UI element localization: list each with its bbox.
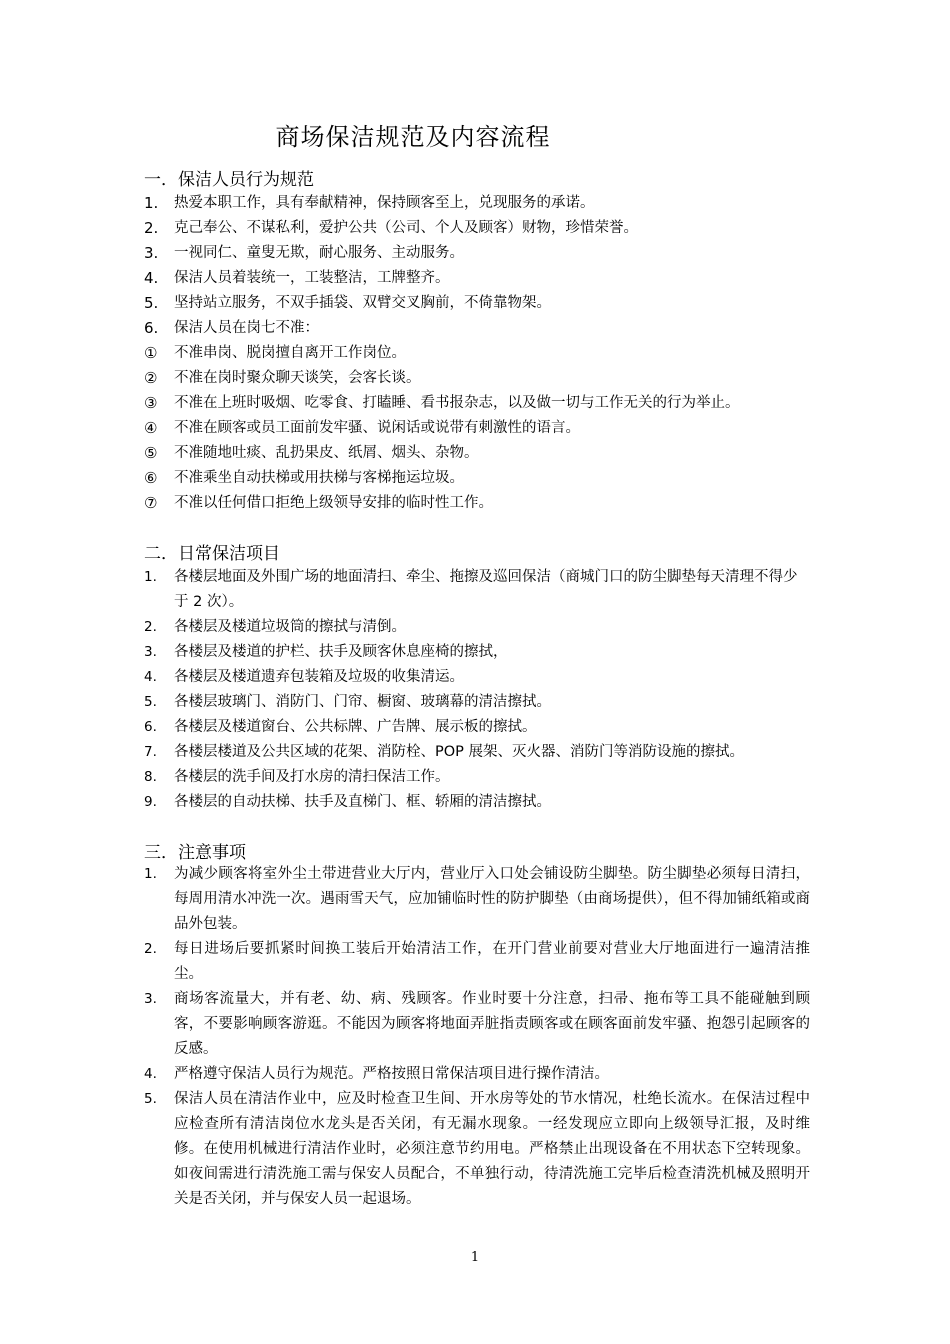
list-item (144, 291, 810, 316)
item-number: ⑦ (144, 494, 158, 512)
list-item (144, 665, 810, 690)
item-text: 各楼层及楼道的护栏、扶手及顾客休息座椅的擦拭， (174, 644, 508, 660)
list-item (144, 216, 810, 241)
item-text: 保洁人员在岗七不准： (174, 320, 319, 336)
item-text: 不准以任何借口拒绝上级领导安排的临时性工作。 (174, 495, 493, 511)
list-item (144, 266, 810, 291)
list-item (144, 366, 810, 391)
list-item (144, 790, 810, 815)
list-item (144, 615, 810, 640)
document-title: 商场保洁规范及内容流程 (275, 123, 551, 151)
list-item (144, 937, 810, 987)
item-text: 为减少顾客将室外尘土带进营业大厅内，营业厅入口处会铺设防尘脚垫。防尘脚垫必须每日清扫，每周用清水冲洗一次。遇雨雪天气，应加铺临时性的防护脚垫（由商场提供），但不得加铺纸箱或商品外包装。 (174, 866, 810, 932)
list-item (144, 1062, 810, 1087)
item-number: 2. (144, 941, 157, 957)
item-number: 8. (144, 769, 157, 785)
list-item (144, 640, 810, 665)
item-text: 保洁人员着装统一，工装整洁，工牌整齐。 (174, 270, 450, 286)
list-item (144, 565, 810, 615)
section-heading-notes: 三．注意事项 (144, 843, 246, 863)
item-text: 不准在顾客或员工面前发牢骚、说闲话或说带有刺激性的语言。 (174, 420, 580, 436)
item-text: 每日进场后要抓紧时间换工装后开始清洁工作，在开门营业前要对营业大厅地面进行一遍清洁推尘。 (174, 941, 810, 982)
item-text: 坚持站立服务，不双手插袋、双臂交叉胸前，不倚靠物架。 (174, 295, 551, 311)
item-number: ② (144, 369, 158, 387)
list-item (144, 441, 810, 466)
item-text: 各楼层楼道及公共区域的花架、消防栓、POP 展架、灭火器、消防门等消防设施的擦拭。 (174, 744, 745, 760)
item-number: 1. (144, 866, 157, 882)
item-text: 不准在上班时吸烟、吃零食、打瞌睡、看书报杂志，以及做一切与工作无关的行为举止。 (174, 395, 740, 411)
list-item (144, 241, 810, 266)
list-item (144, 1087, 810, 1212)
item-text: 各楼层的自动扶梯、扶手及直梯门、框、轿厢的清洁擦拭。 (174, 794, 551, 810)
list-item (144, 715, 810, 740)
item-text: 各楼层地面及外围广场的地面清扫、牵尘、拖擦及巡回保洁（商城门口的防尘脚垫每天清理不得少于 2 次）。 (174, 569, 798, 610)
item-number: 4. (144, 1066, 157, 1082)
item-number: ① (144, 344, 158, 362)
item-text: 不准随地吐痰、乱扔果皮、纸屑、烟头、杂物。 (174, 445, 479, 461)
item-number: 6. (144, 719, 157, 735)
list-item (144, 690, 810, 715)
item-text: 各楼层及楼道窗台、公共标牌、广告牌、展示板的擦拭。 (174, 719, 537, 735)
item-number: 2. (144, 219, 159, 237)
item-text: 保洁人员在清洁作业中，应及时检查卫生间、开水房等处的节水情况，杜绝长流水。在保洁过程中应检查所有清洁岗位水龙头是否关闭，有无漏水现象。一经发现应立即向上级领导汇报，及时维修。在使用机械进行清洁作业时，必须注意节约用电。严格禁止出现设备在不用状态下空转现象。如夜间需进行清洗施工需与保安人员配合，不单独行动，待清洗施工完毕后检查清洗机械及照明开关是否关闭，并与保安人员一起退场。 (174, 1091, 810, 1207)
item-text: 不准在岗时聚众聊天谈笑，会客长谈。 (174, 370, 421, 386)
item-text: 各楼层的洗手间及打水房的清扫保洁工作。 (174, 769, 450, 785)
item-number: ⑤ (144, 444, 158, 462)
item-number: 4. (144, 269, 159, 287)
list-item (144, 862, 810, 937)
item-text: 商场客流量大，并有老、幼、病、残顾客。作业时要十分注意，扫帚、拖布等工具不能碰触到顾客，不要影响顾客游逛。不能因为顾客将地面弄脏指责顾客或在顾客面前发牢骚、抱怨引起顾客的反感。 (174, 991, 810, 1057)
item-number: 3. (144, 991, 157, 1007)
list-item (144, 341, 810, 366)
item-text: 一视同仁、童叟无欺，耐心服务、主动服务。 (174, 245, 464, 261)
item-number: 5. (144, 294, 159, 312)
list-item (144, 316, 810, 341)
item-text: 克己奉公、不谋私利，爱护公共（公司、个人及顾客）财物，珍惜荣誉。 (174, 220, 638, 236)
list-item (144, 491, 810, 516)
list-item (144, 191, 810, 216)
section-heading-conduct: 一．保洁人员行为规范 (144, 170, 314, 190)
item-number: ③ (144, 394, 158, 412)
item-text: 热爱本职工作，具有奉献精神，保持顾客至上，兑现服务的承诺。 (174, 195, 595, 211)
item-text: 各楼层及楼道遗弃包装箱及垃圾的收集清运。 (174, 669, 464, 685)
list-item (144, 466, 810, 491)
item-number: 1. (144, 194, 159, 212)
notes-list (144, 862, 810, 1212)
item-number: ⑥ (144, 469, 158, 487)
list-item (144, 391, 810, 416)
item-number: 1. (144, 569, 157, 585)
item-number: ④ (144, 419, 158, 437)
item-number: 2. (144, 619, 157, 635)
item-number: 7. (144, 744, 157, 760)
item-text: 不准乘坐自动扶梯或用扶梯与客梯拖运垃圾。 (174, 470, 464, 486)
item-text: 各楼层玻璃门、消防门、门帘、橱窗、玻璃幕的清洁擦拭。 (174, 694, 551, 710)
section-heading-daily-cleaning: 二．日常保洁项目 (144, 544, 280, 564)
list-item (144, 987, 810, 1062)
item-number: 4. (144, 669, 157, 685)
conduct-list (144, 191, 810, 516)
list-item (144, 740, 810, 765)
item-number: 3. (144, 244, 159, 262)
item-number: 5. (144, 694, 157, 710)
list-item (144, 765, 810, 790)
daily-cleaning-list (144, 565, 810, 815)
item-text: 严格遵守保洁人员行为规范。严格按照日常保洁项目进行操作清洁。 (174, 1066, 609, 1082)
item-number: 5. (144, 1091, 157, 1107)
item-number: 9. (144, 794, 157, 810)
item-text: 各楼层及楼道垃圾筒的擦拭与清倒。 (174, 619, 406, 635)
page-number: 1 (470, 1250, 480, 1265)
item-number: 6. (144, 319, 159, 337)
item-number: 3. (144, 644, 157, 660)
item-text: 不准串岗、脱岗擅自离开工作岗位。 (174, 345, 406, 361)
list-item (144, 416, 810, 441)
